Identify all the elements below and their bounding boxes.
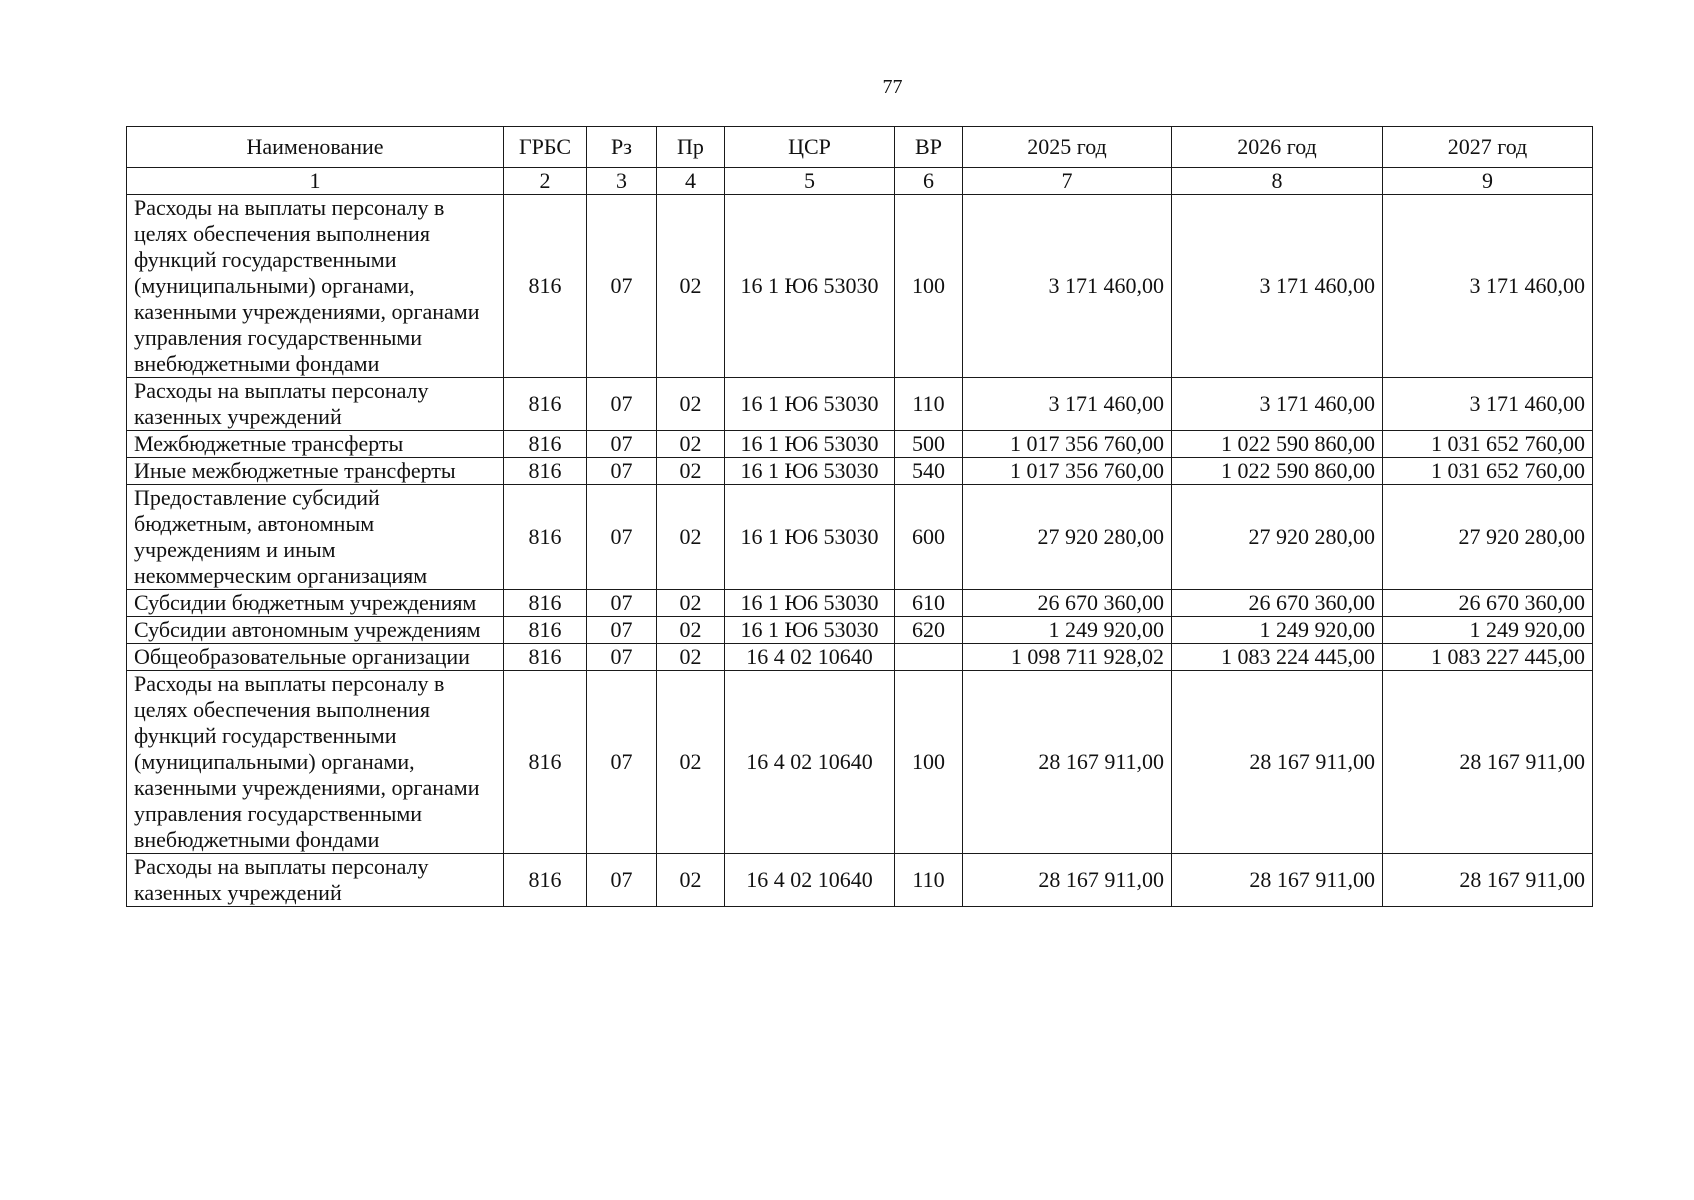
table-row (127, 854, 1593, 907)
row-amount-2026: 3 171 460,00 (1172, 378, 1383, 431)
row-vr: 620 (895, 617, 963, 644)
row-amount-2025: 27 920 280,00 (963, 485, 1172, 590)
table-row (127, 485, 1593, 590)
row-pr: 02 (657, 485, 725, 590)
row-amount-2027: 1 031 652 760,00 (1383, 458, 1593, 485)
table-row (127, 671, 1593, 854)
row-amount-2025: 26 670 360,00 (963, 590, 1172, 617)
row-amount-2025: 3 171 460,00 (963, 195, 1172, 378)
row-grbs: 816 (504, 378, 587, 431)
row-name: Расходы на выплаты персоналу казенных учреждений (127, 854, 504, 907)
table-row (127, 458, 1593, 485)
column-number: 8 (1172, 168, 1383, 195)
column-number: 9 (1383, 168, 1593, 195)
row-pr: 02 (657, 195, 725, 378)
row-grbs: 816 (504, 644, 587, 671)
row-rz: 07 (587, 431, 657, 458)
page-number: 77 (882, 76, 903, 98)
row-grbs: 816 (504, 617, 587, 644)
row-vr (895, 644, 963, 671)
row-amount-2025: 28 167 911,00 (963, 671, 1172, 854)
row-grbs: 816 (504, 590, 587, 617)
row-amount-2027: 27 920 280,00 (1383, 485, 1593, 590)
row-amount-2026: 26 670 360,00 (1172, 590, 1383, 617)
column-number: 1 (127, 168, 504, 195)
row-csr: 16 4 02 10640 (725, 671, 895, 854)
row-csr: 16 4 02 10640 (725, 854, 895, 907)
header-pr: Пр (657, 127, 725, 168)
row-grbs: 816 (504, 458, 587, 485)
row-rz: 07 (587, 485, 657, 590)
row-rz: 07 (587, 590, 657, 617)
table-row (127, 617, 1593, 644)
header-rz: Рз (587, 127, 657, 168)
row-grbs: 816 (504, 431, 587, 458)
row-amount-2027: 1 031 652 760,00 (1383, 431, 1593, 458)
row-rz: 07 (587, 644, 657, 671)
row-amount-2025: 1 249 920,00 (963, 617, 1172, 644)
row-name: Межбюджетные трансферты (127, 431, 504, 458)
row-vr: 600 (895, 485, 963, 590)
row-pr: 02 (657, 458, 725, 485)
row-name: Расходы на выплаты персоналу казенных учреждений (127, 378, 504, 431)
row-amount-2027: 26 670 360,00 (1383, 590, 1593, 617)
row-pr: 02 (657, 854, 725, 907)
row-amount-2026: 1 249 920,00 (1172, 617, 1383, 644)
row-pr: 02 (657, 671, 725, 854)
row-rz: 07 (587, 671, 657, 854)
budget-table (126, 126, 1593, 907)
table-row (127, 590, 1593, 617)
row-name: Расходы на выплаты персоналу в целях обеспечения выполнения функций государственными (муниципальными) органами, казенными учреждениями, органами управления государственными внебюджетными фондами (127, 671, 504, 854)
row-amount-2026: 28 167 911,00 (1172, 671, 1383, 854)
row-csr: 16 1 Ю6 53030 (725, 378, 895, 431)
table-row (127, 431, 1593, 458)
row-grbs: 816 (504, 671, 587, 854)
row-amount-2025: 28 167 911,00 (963, 854, 1172, 907)
row-amount-2027: 3 171 460,00 (1383, 195, 1593, 378)
row-amount-2026: 28 167 911,00 (1172, 854, 1383, 907)
row-grbs: 816 (504, 485, 587, 590)
header-2025: 2025 год (963, 127, 1172, 168)
column-number: 5 (725, 168, 895, 195)
row-amount-2025: 1 017 356 760,00 (963, 431, 1172, 458)
table-row (127, 644, 1593, 671)
row-name: Субсидии бюджетным учреждениям (127, 590, 504, 617)
row-amount-2027: 28 167 911,00 (1383, 671, 1593, 854)
row-pr: 02 (657, 378, 725, 431)
row-amount-2026: 1 022 590 860,00 (1172, 458, 1383, 485)
row-vr: 110 (895, 378, 963, 431)
row-vr: 610 (895, 590, 963, 617)
row-vr: 100 (895, 195, 963, 378)
row-csr: 16 1 Ю6 53030 (725, 485, 895, 590)
row-grbs: 816 (504, 195, 587, 378)
column-number: 6 (895, 168, 963, 195)
row-pr: 02 (657, 590, 725, 617)
row-amount-2025: 1 017 356 760,00 (963, 458, 1172, 485)
row-amount-2026: 3 171 460,00 (1172, 195, 1383, 378)
row-pr: 02 (657, 617, 725, 644)
row-name: Иные межбюджетные трансферты (127, 458, 504, 485)
row-pr: 02 (657, 644, 725, 671)
row-rz: 07 (587, 458, 657, 485)
row-amount-2026: 27 920 280,00 (1172, 485, 1383, 590)
row-amount-2027: 1 083 227 445,00 (1383, 644, 1593, 671)
row-rz: 07 (587, 617, 657, 644)
header-name: Наименование (127, 127, 504, 168)
row-vr: 100 (895, 671, 963, 854)
row-name: Субсидии автономным учреждениям (127, 617, 504, 644)
column-number: 7 (963, 168, 1172, 195)
row-vr: 540 (895, 458, 963, 485)
row-rz: 07 (587, 854, 657, 907)
header-csr: ЦСР (725, 127, 895, 168)
row-amount-2027: 28 167 911,00 (1383, 854, 1593, 907)
header-vr: ВР (895, 127, 963, 168)
table-row (127, 378, 1593, 431)
row-vr: 110 (895, 854, 963, 907)
header-grbs: ГРБС (504, 127, 587, 168)
row-amount-2025: 1 098 711 928,02 (963, 644, 1172, 671)
row-csr: 16 1 Ю6 53030 (725, 617, 895, 644)
row-amount-2025: 3 171 460,00 (963, 378, 1172, 431)
column-number: 2 (504, 168, 587, 195)
column-number: 4 (657, 168, 725, 195)
row-name: Общеобразовательные организации (127, 644, 504, 671)
header-row (127, 127, 1593, 168)
column-number: 3 (587, 168, 657, 195)
table-row (127, 195, 1593, 378)
row-amount-2026: 1 083 224 445,00 (1172, 644, 1383, 671)
row-csr: 16 4 02 10640 (725, 644, 895, 671)
row-rz: 07 (587, 195, 657, 378)
row-amount-2027: 3 171 460,00 (1383, 378, 1593, 431)
header-2027: 2027 год (1383, 127, 1593, 168)
row-csr: 16 1 Ю6 53030 (725, 590, 895, 617)
column-number-row (127, 168, 1593, 195)
row-csr: 16 1 Ю6 53030 (725, 431, 895, 458)
row-pr: 02 (657, 431, 725, 458)
row-csr: 16 1 Ю6 53030 (725, 458, 895, 485)
row-csr: 16 1 Ю6 53030 (725, 195, 895, 378)
header-2026: 2026 год (1172, 127, 1383, 168)
row-rz: 07 (587, 378, 657, 431)
row-vr: 500 (895, 431, 963, 458)
row-amount-2026: 1 022 590 860,00 (1172, 431, 1383, 458)
row-grbs: 816 (504, 854, 587, 907)
row-name: Предоставление субсидий бюджетным, автономным учреждениям и иным некоммерческим организациям (127, 485, 504, 590)
row-name: Расходы на выплаты персоналу в целях обеспечения выполнения функций государственными (муниципальными) органами, казенными учреждениями, органами управления государственными внебюджетными фондами (127, 195, 504, 378)
row-amount-2027: 1 249 920,00 (1383, 617, 1593, 644)
